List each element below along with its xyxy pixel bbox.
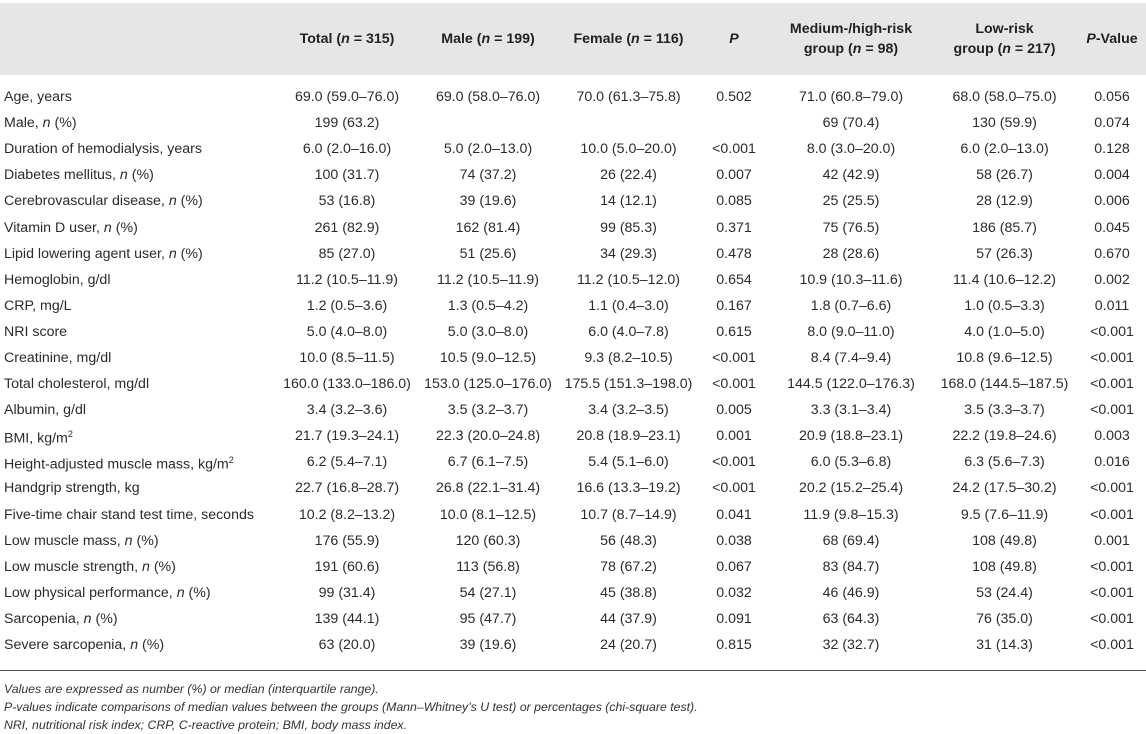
table-cell: 261 (82.9) [314,219,380,236]
table-cell: 168.0 (144.5–187.5) [940,376,1069,393]
table-cell: 3.4 (3.2–3.5) [588,402,669,419]
table-cell: 68 (69.4) [822,532,880,549]
table-cell: 6.0 (2.0–16.0) [302,141,392,158]
table-cell: 39 (19.6) [459,637,517,654]
table-cell: 5.4 (5.1–6.0) [588,454,669,471]
table-cell: 42 (42.9) [822,167,880,184]
table-cell: 74 (37.2) [459,167,517,184]
table-row [0,449,1146,475]
table-cell: 0.074 [1094,115,1130,132]
table-cell: <0.001 [1090,480,1134,497]
row-label: NRI score [4,323,68,340]
row-label: Five-time chair stand test time, seconds [4,506,254,523]
table-cell: 0.002 [1094,271,1130,288]
row-label: Albumin, g/dl [4,402,87,419]
table-cell: 10.5 (9.0–12.5) [439,349,537,366]
table-cell: 21.7 (19.3–24.1) [294,428,400,445]
table-cell: 20.8 (18.9–23.1) [576,428,681,445]
table-cell [560,110,697,136]
header-cell-male: Male (n = 199) [416,3,560,75]
table-cell: 10.0 (5.0–20.0) [580,141,677,158]
table-cell: 14 (12.1) [600,193,657,210]
row-label: Lipid lowering agent user, n (%) [4,245,203,262]
table-cell: 6.0 (4.0–7.8) [588,323,669,340]
table-cell: 0.045 [1094,219,1130,236]
table-cell: 83 (84.7) [822,558,880,575]
table-cell: <0.001 [712,349,756,366]
table-cell: 0.032 [716,584,752,601]
table-row [0,162,1146,188]
table-cell: <0.001 [712,480,756,497]
row-label: Diabetes mellitus, n (%) [4,167,154,184]
table-cell: 176 (55.9) [314,532,380,549]
table-cell: 0.085 [716,193,752,210]
table-cell: 100 (31.7) [314,167,380,184]
footnote: Values are expressed as number (%) or median (interquartile range). [4,682,379,696]
table-body [0,75,1146,658]
table-row [0,293,1146,319]
header-cell-medium-high-risk: Medium-/high-risk group (n = 98) [771,3,931,75]
table-cell: 45 (38.8) [600,584,657,601]
row-label: Hemoglobin, g/dl [4,271,111,288]
table-row [0,475,1146,501]
table-cell: 6.7 (6.1–7.5) [447,454,529,471]
row-label: Severe sarcopenia, n (%) [4,637,165,654]
table-cell [697,110,771,136]
table-cell: 0.007 [716,167,752,184]
header-cell-total: Total (n = 315) [278,3,416,75]
footnote: P-values indicate comparisons of median values between the groups (Mann–Whitney’s U test) or percentages (chi-square test). [4,700,698,714]
table-cell: 0.478 [716,245,752,262]
footnote: NRI, nutritional risk index; CRP, C-reactive protein; BMI, body mass index. [4,718,407,732]
table-cell: 0.004 [1094,167,1130,184]
table-footnotes [4,680,698,734]
table-row [0,319,1146,345]
table-cell: 0.128 [1094,141,1130,158]
table-cell: 9.5 (7.6–11.9) [960,506,1049,523]
table-cell: 46 (46.9) [822,584,880,601]
table-cell: 153.0 (125.0–176.0) [424,376,552,393]
data-table [0,3,1146,658]
table-cell: 26 (22.4) [600,167,657,184]
row-label: Low muscle mass, n (%) [4,532,159,549]
table-cell: 0.005 [716,402,752,419]
table-cell: 75 (76.5) [822,219,880,236]
row-label: Low muscle strength, n (%) [4,558,176,575]
table-cell: 6.2 (5.4–7.1) [306,454,388,471]
table-cell: 1.3 (0.5–4.2) [447,297,529,314]
row-label: Total cholesterol, mg/dl [4,376,150,393]
table-cell: <0.001 [712,376,756,393]
table-cell: 69 (70.4) [822,115,880,132]
table-row [0,606,1146,632]
table-cell: 39 (19.6) [459,193,517,210]
row-label: Creatinine, mg/dl [4,349,112,366]
table-cell: 63 (20.0) [318,637,376,654]
table-row [0,371,1146,397]
table-cell: 11.4 (10.6–12.2) [952,271,1057,288]
header-cell-p-value: P-Value [1078,3,1146,75]
table-cell: 56 (48.3) [600,532,657,549]
table-cell: 95 (47.7) [459,610,517,627]
table-cell: 20.2 (15.2–25.4) [798,480,904,497]
table-row [0,397,1146,423]
table-cell: 44 (37.9) [600,610,657,627]
table-cell: 8.4 (7.4–9.4) [810,349,892,366]
table-cell: 20.9 (18.8–23.1) [798,428,904,445]
row-label: CRP, mg/L [4,297,72,314]
table-cell: 1.0 (0.5–3.3) [964,297,1045,314]
table-row [0,528,1146,554]
table-cell: <0.001 [1090,349,1134,366]
table-cell: 1.2 (0.5–3.6) [306,297,388,314]
table-cell: 51 (25.6) [459,245,517,262]
table-row [0,502,1146,528]
row-label: Duration of hemodialysis, years [4,141,202,158]
table-cell: 53 (24.4) [976,584,1033,601]
table-cell: 10.0 (8.5–11.5) [299,349,395,366]
table-cell: 0.041 [716,506,752,523]
table-cell: 10.9 (10.3–11.6) [799,271,903,288]
header-cell [0,3,278,75]
table-cell: 25 (25.5) [822,193,880,210]
table-cell: 0.011 [1094,297,1130,314]
table-row [0,214,1146,240]
table-cell: 22.7 (16.8–28.7) [294,480,400,497]
table-cell: 0.371 [716,219,752,236]
table-cell: <0.001 [712,141,756,158]
row-label: Height-adjusted muscle mass, $kg/m^2$ [4,454,234,473]
row-label: Sarcopenia, n (%) [4,610,118,627]
table-cell: 31 (14.3) [976,637,1033,654]
table-cell: 99 (85.3) [600,219,657,236]
table-cell: 10.7 (8.7–14.9) [580,506,677,523]
table-row [0,580,1146,606]
table-row [0,110,1146,136]
header-cell-p: P [697,3,771,75]
table-cell: 160.0 (133.0–186.0) [283,376,411,393]
table-cell: 0.670 [1094,245,1130,262]
table-cell: 8.0 (3.0–20.0) [806,141,896,158]
table-row [0,241,1146,267]
table-cell: <0.001 [1090,637,1134,654]
table-cell: 99 (31.4) [318,584,376,601]
table-cell: 28 (28.6) [822,245,880,262]
table-cell: 108 (49.8) [972,558,1037,575]
table-cell: 10.8 (9.6–12.5) [956,349,1053,366]
table-cell: 69.0 (59.0–76.0) [294,89,400,106]
table-cell: 10.0 (8.1–12.5) [439,506,537,523]
table-cell: 0.167 [716,297,752,314]
table-cell: 0.654 [716,271,752,288]
table-cell: 3.5 (3.2–3.7) [447,402,529,419]
table-cell: 0.615 [716,323,752,340]
table-cell: 120 (60.3) [455,532,521,549]
table-cell: 54 (27.1) [459,584,517,601]
table-cell: 0.067 [716,558,752,575]
table-cell: 5.0 (4.0–8.0) [306,323,388,340]
table-cell: 6.0 (5.3–6.8) [810,454,892,471]
table-cell: 16.6 (13.3–19.2) [576,480,681,497]
table-row [0,136,1146,162]
header-cell-low-risk: Low-risk group (n = 217) [931,3,1078,75]
table-cell: 191 (60.6) [314,558,380,575]
table-cell: 0.003 [1094,428,1130,445]
table-cell: 11.9 (9.8–15.3) [803,506,899,523]
table-cell: 0.038 [716,532,752,549]
table-row [0,423,1146,449]
table-cell: 113 (56.8) [456,558,520,575]
table-cell: 139 (44.1) [314,610,380,627]
table-cell: 22.3 (20.0–24.8) [435,428,541,445]
table-cell: 10.2 (8.2–13.2) [298,506,396,523]
table-cell: 0.091 [716,610,752,627]
table-cell: 1.8 (0.7–6.6) [810,297,892,314]
table-cell: 175.5 (151.3–198.0) [564,376,693,393]
table-cell: 6.0 (2.0–13.0) [960,141,1049,158]
row-label: Vitamin D user, n (%) [4,219,138,236]
table-bottom-rule [0,670,1146,671]
table-cell: <0.001 [1090,506,1134,523]
table-cell: 24.2 (17.5–30.2) [952,480,1057,497]
table-cell: 0.001 [716,428,752,445]
table-row [0,188,1146,214]
table-cell: 85 (27.0) [318,245,376,262]
table-cell: 8.0 (9.0–11.0) [807,323,895,340]
table-row [0,554,1146,580]
table-cell: 70.0 (61.3–75.8) [576,89,681,106]
table-cell: 5.0 (2.0–13.0) [443,141,533,158]
header-row [0,3,1146,75]
table-cell: 68.0 (58.0–75.0) [952,89,1057,106]
table-cell: <0.001 [712,454,756,471]
table-cell: 78 (67.2) [600,558,657,575]
table-cell: 0.502 [716,89,752,106]
table-cell: 9.3 (8.2–10.5) [584,349,673,366]
table-cell: 53 (16.8) [318,193,376,210]
table-cell: 57 (26.3) [976,245,1033,262]
table-cell: <0.001 [1090,402,1134,419]
table-cell: 24 (20.7) [600,637,657,654]
table-cell: <0.001 [1090,376,1134,393]
table-cell: 0.006 [1094,193,1130,210]
table-cell: <0.001 [1090,584,1134,601]
table-cell: 11.2 (10.5–11.9) [436,271,539,288]
table-cell: 5.0 (3.0–8.0) [447,323,529,340]
table-cell: 22.2 (19.8–24.6) [952,428,1057,445]
row-label: Low physical performance, n (%) [4,584,211,601]
table-cell: <0.001 [1090,323,1134,340]
table-cell: 0.016 [1094,454,1130,471]
row-label: Cerebrovascular disease, n (%) [4,193,203,210]
header-cell-female: Female (n = 116) [560,3,697,75]
table-cell: 3.5 (3.3–3.7) [964,402,1045,419]
row-label: Male, n (%) [4,115,77,132]
table-row [0,632,1146,658]
table-cell: 4.0 (1.0–5.0) [964,323,1045,340]
table-cell: <0.001 [1090,558,1134,575]
table-cell: 69.0 (58.0–76.0) [435,89,541,106]
table-cell: 58 (26.7) [976,167,1033,184]
table-cell: 162 (81.4) [455,219,521,236]
table-cell: <0.001 [1090,610,1134,627]
table-cell: 11.2 (10.5–12.0) [576,271,681,288]
table-row [0,345,1146,371]
table-cell: 71.0 (60.8–79.0) [798,89,904,106]
table-cell: 199 (63.2) [314,115,380,132]
table-cell: 0.056 [1094,89,1130,106]
table-cell: 3.4 (3.2–3.6) [306,402,388,419]
table-cell: 6.3 (5.6–7.3) [964,454,1045,471]
table-cell: 130 (59.9) [972,115,1037,132]
table-cell: 0.815 [716,637,752,654]
table-row [0,267,1146,293]
table-cell: 108 (49.8) [972,532,1037,549]
row-label: Age, years [4,89,72,106]
table-cell: 0.001 [1094,532,1130,549]
table-cell [416,110,560,136]
table-cell: 32 (32.7) [822,637,880,654]
row-label: BMI, $kg/m^2$ [4,428,73,447]
table-cell: 34 (29.3) [600,245,657,262]
table-row [0,84,1146,110]
table-cell: 26.8 (22.1–31.4) [435,480,541,497]
table-cell: 186 (85.7) [972,219,1037,236]
table-cell: 144.5 (122.0–176.3) [787,376,915,393]
table-cell: 28 (12.9) [976,193,1033,210]
table-cell: 11.2 (10.5–11.9) [295,271,398,288]
table-cell: 1.1 (0.4–3.0) [588,297,669,314]
row-label: Handgrip strength, kg [4,480,140,497]
table-cell: 3.3 (3.1–3.4) [810,402,892,419]
table-cell: 63 (64.3) [822,610,880,627]
table-cell: 76 (35.0) [976,610,1033,627]
